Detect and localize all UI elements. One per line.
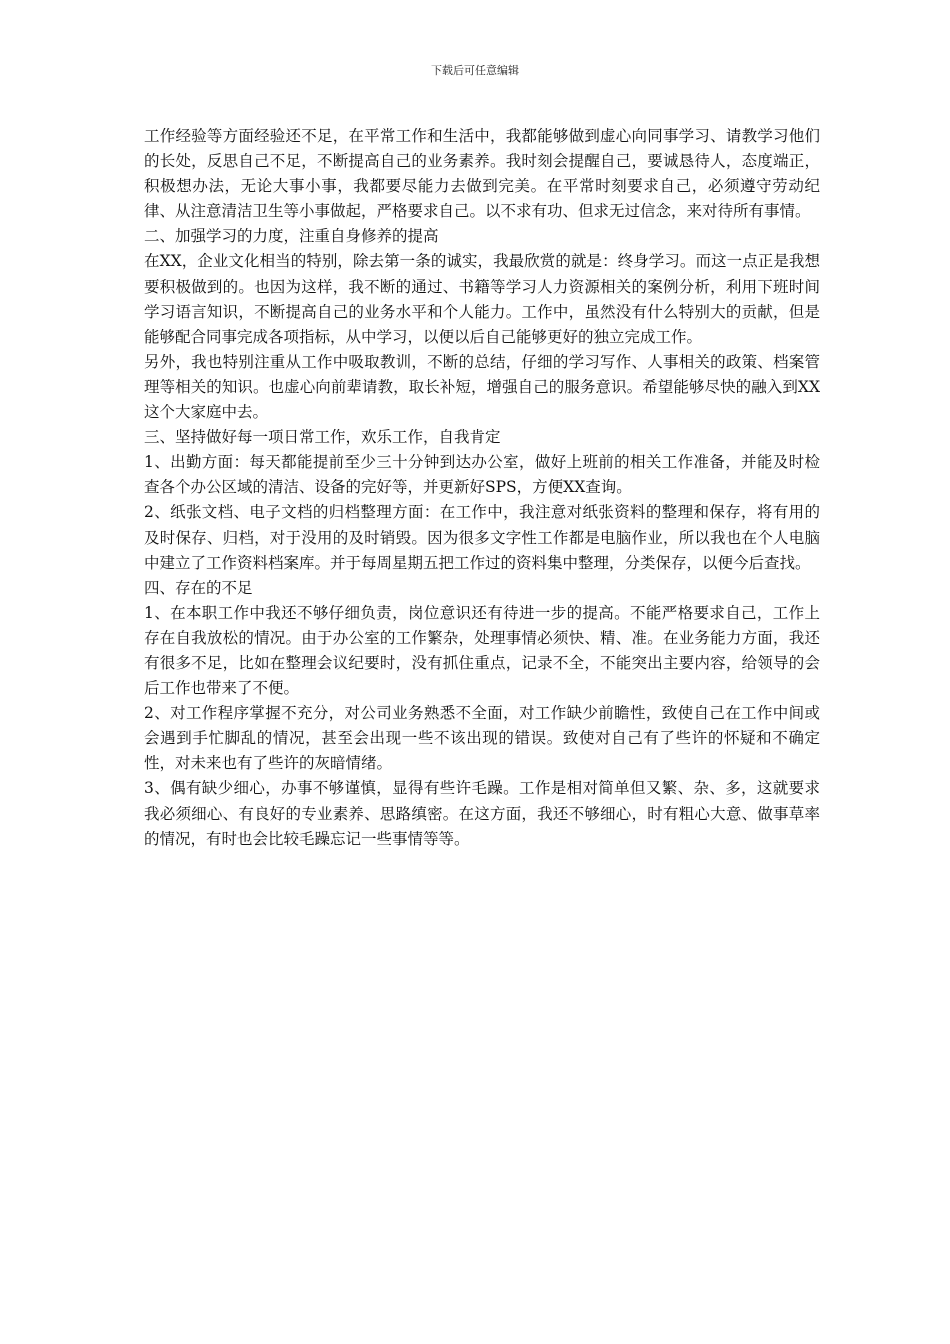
paragraph-shortcoming-1: 1、在本职工作中我还不够仔细负责，岗位意识还有待进一步的提高。不能严格要求自己，工作上存在自我放松的情况。由于办公室的工作繁杂，处理事情必须快、精、准。在业务能力方面，我还有很多不足，比如在整理会议纪要时，没有抓住重点，记录不全，不能突出主要内容，给领导的会后工作也带来了不便。: [144, 603, 820, 698]
page-header: 下载后可任意编辑: [431, 64, 519, 77]
paragraph-lessons-learned: 另外，我也特别注重从工作中吸取教训，不断的总结，仔细的学习写作、人事相关的政策、档案管理等相关的知识。也虚心向前辈请教，取长补短，增强自己的服务意识。希望能够尽快的融入到XX这个大家庭中去。: [144, 352, 820, 422]
paragraph-attendance: 1、出勤方面：每天都能提前至少三十分钟到达办公室，做好上班前的相关工作准备，并能及时检查各个办公区域的清洁、设备的完好等，并更新好SPS，方便XX查询。: [144, 453, 820, 497]
document-body: [144, 124, 820, 852]
section-heading-daily-work: 三、坚持做好每一项日常工作，欢乐工作，自我肯定: [144, 428, 501, 447]
paragraph-shortcoming-3: 3、偶有缺少细心，办事不够谨慎，显得有些许毛躁。工作是相对简单但又繁、杂、多，这就要求我必须细心、有良好的专业素养、思路缜密。在这方面，我还不够细心，时有粗心大意、做事草率的情况，有时也会比较毛躁忘记一些事情等等。: [144, 779, 820, 848]
paragraph-shortcoming-2: 2、对工作程序掌握不充分，对公司业务熟悉不全面，对工作缺少前瞻性，致使自己在工作中间或会遇到手忙脚乱的情况，甚至会出现一些不该出现的错误。致使对自己有了些许的怀疑和不确定性，对未来也有了些许的灰暗情绪。: [144, 704, 820, 773]
paragraph-work-experience: 工作经验等方面经验还不足，在平常工作和生活中，我都能够做到虚心向同事学习、请教学习他们的长处，反思自己不足，不断提高自己的业务素养。我时刻会提醒自己，要诚恳待人，态度端正，积极想办法，无论大事小事，我都要尽能力去做到完美。在平常时刻要求自己，必须遵守劳动纪律、从注意清洁卫生等小事做起，严格要求自己。以不求有功、但求无过信念，来对待所有事情。: [144, 127, 820, 221]
section-heading-shortcomings: 四、存在的不足: [144, 578, 253, 597]
paragraph-lifelong-learning: 在XX，企业文化相当的特别，除去第一条的诚实，我最欣赏的就是：终身学习。而这一点正是我想要积极做到的。也因为这样，我不断的通过、书籍等学习人力资源相关的案例分析，利用下班时间学习语言知识，不断提高自己的业务水平和个人能力。工作中，虽然没有什么特别大的贡献，但是能够配合同事完成各项指标，从中学习，以便以后自己能够更好的独立完成工作。: [144, 252, 820, 346]
paragraph-archiving: 2、纸张文档、电子文档的归档整理方面：在工作中，我注意对纸张资料的整理和保存，将有用的及时保存、归档，对于没用的及时销毁。因为很多文字性工作都是电脑作业，所以我也在个人电脑中建立了工作资料档案库。并于每周星期五把工作过的资料集中整理，分类保存，以便今后查找。: [144, 503, 820, 572]
section-heading-study: 二、加强学习的力度，注重自身修养的提高: [144, 227, 439, 246]
